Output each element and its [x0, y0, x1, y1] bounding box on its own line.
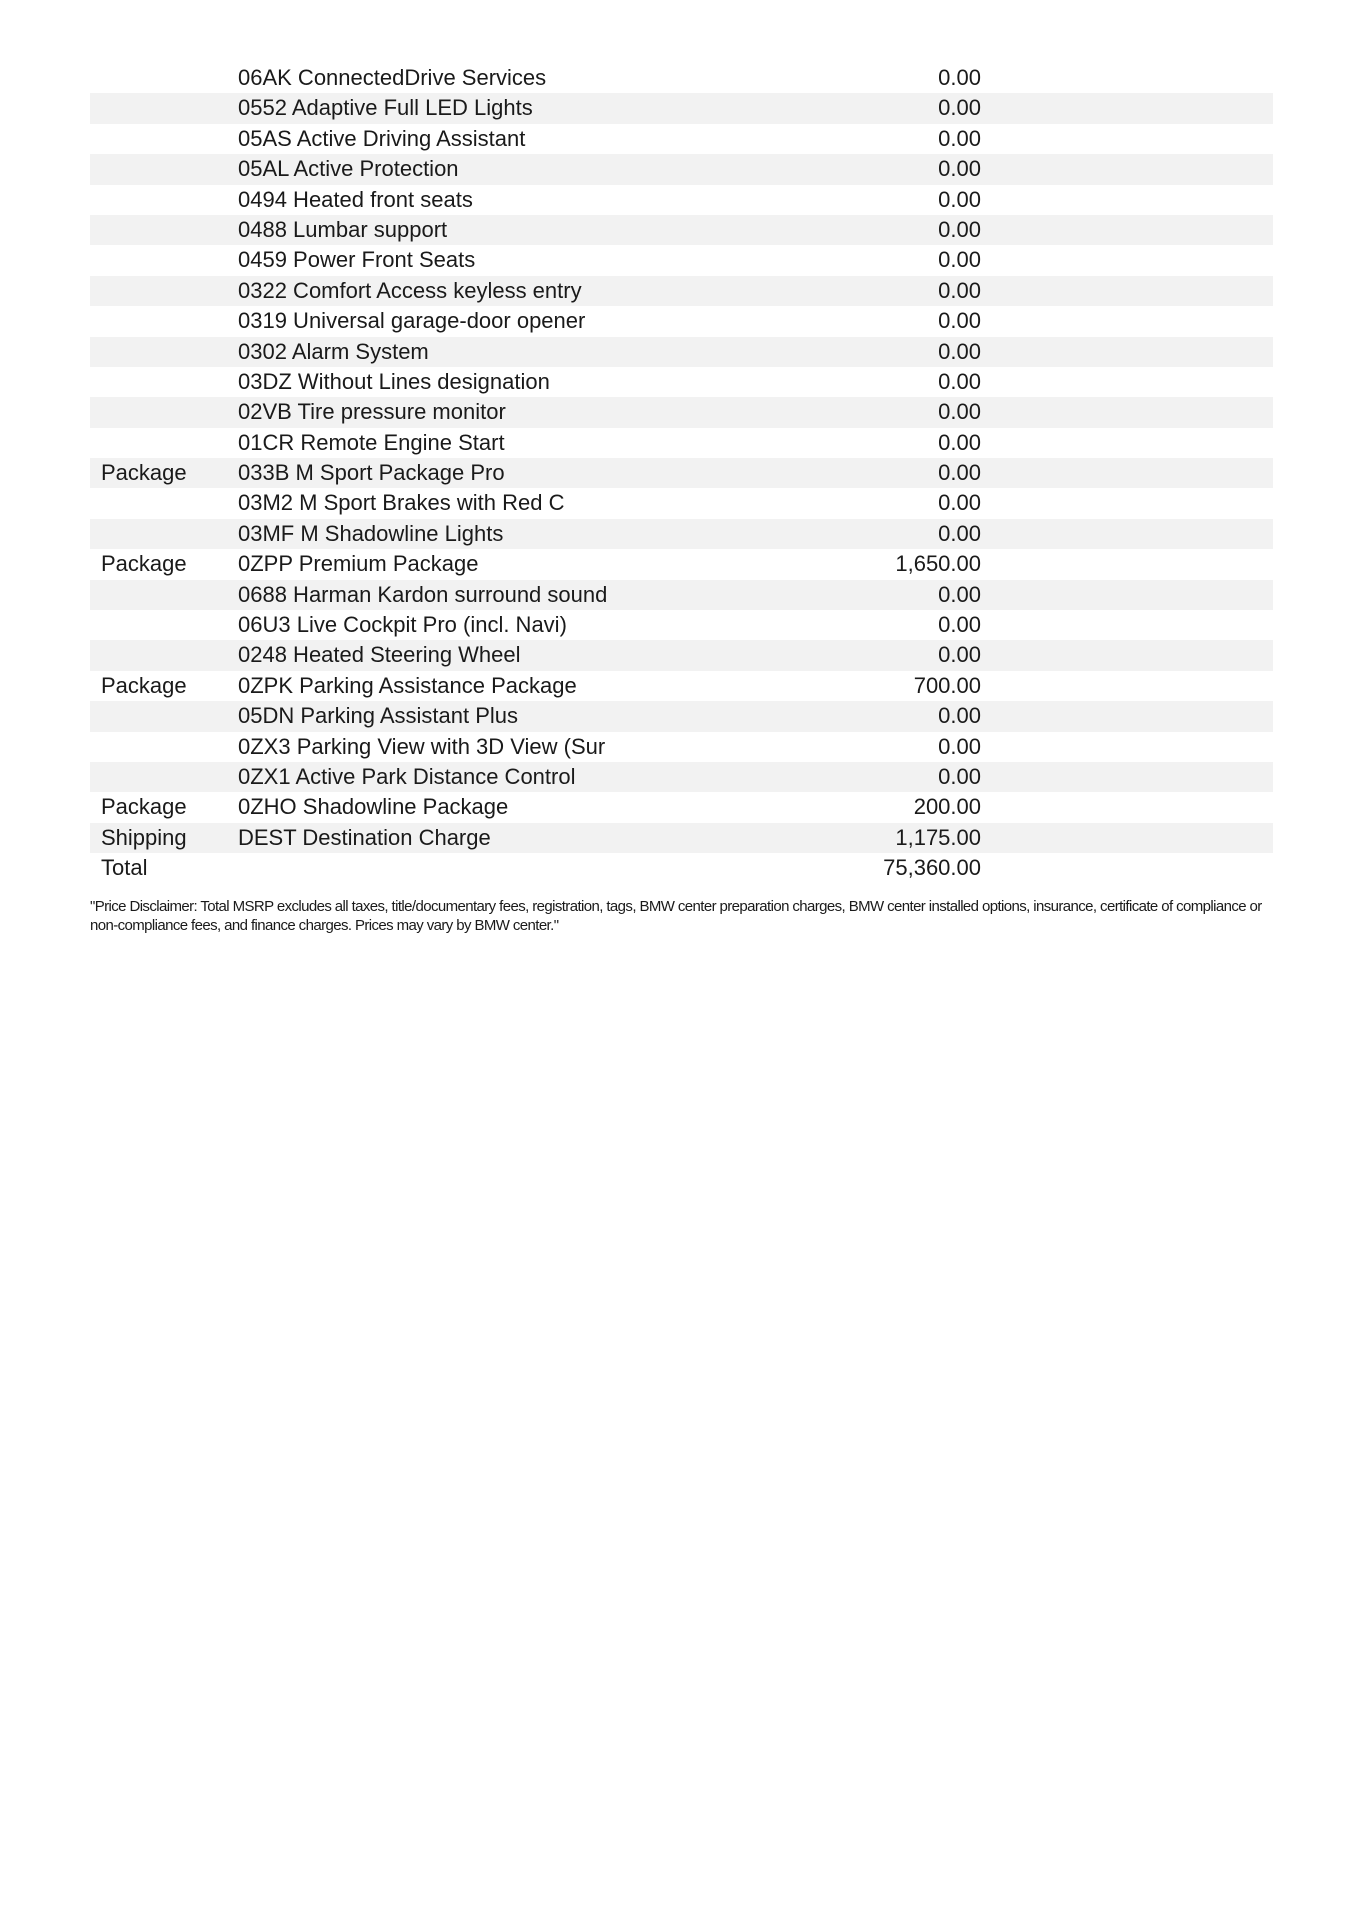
row-description: 0ZPP Premium Package: [238, 551, 479, 577]
price-disclaimer: "Price Disclaimer: Total MSRP excludes all taxes, title/documentary fees, registration, tags, BMW center preparation charges, BMW center installed options, insurance, certificate of compliance or non-compliance fees, and finance charges. Prices may vary by BMW center.": [90, 898, 1262, 934]
row-description: 05AL Active Protection: [238, 156, 459, 182]
table-row: [90, 792, 1273, 822]
row-price: 0.00: [938, 733, 981, 759]
row-price: 200.00: [913, 794, 981, 820]
table-row: [90, 337, 1273, 367]
row-category: Package: [101, 460, 187, 486]
table-row: [90, 519, 1273, 549]
row-description: 0ZPK Parking Assistance Package: [238, 672, 577, 698]
row-price: 1,175.00: [895, 824, 981, 850]
row-price: 0.00: [938, 186, 981, 212]
table-row: [90, 215, 1273, 245]
table-row: [90, 124, 1273, 154]
row-price: 0.00: [938, 642, 981, 668]
row-price: 0.00: [938, 277, 981, 303]
row-price: 0.00: [938, 125, 981, 151]
row-description: 03M2 M Sport Brakes with Red C: [238, 490, 565, 516]
row-description: DEST Destination Charge: [238, 824, 491, 850]
table-row: [90, 154, 1273, 184]
row-description: 0459 Power Front Seats: [238, 247, 476, 273]
row-price: 0.00: [938, 65, 981, 90]
row-price: 0.00: [938, 368, 981, 394]
row-description: 0319 Universal garage-door opener: [238, 308, 586, 334]
table-row: [90, 306, 1273, 336]
row-description: 01CR Remote Engine Start: [238, 429, 505, 455]
table-row: [90, 397, 1273, 427]
row-description: 05AS Active Driving Assistant: [238, 125, 526, 151]
table-row: [90, 732, 1273, 762]
row-description: 0ZX1 Active Park Distance Control: [238, 763, 576, 789]
row-price: 0.00: [938, 612, 981, 638]
row-description: 0248 Heated Steering Wheel: [238, 642, 521, 668]
row-description: 06U3 Live Cockpit Pro (incl. Navi): [238, 612, 567, 638]
row-price: 0.00: [938, 399, 981, 425]
row-description: 06AK ConnectedDrive Services: [238, 65, 547, 90]
row-price: 700.00: [913, 672, 981, 698]
table-row: [90, 245, 1273, 275]
table-row: [90, 549, 1273, 579]
row-description: 03MF M Shadowline Lights: [238, 520, 504, 546]
row-category: Package: [101, 672, 187, 698]
row-price: 0.00: [938, 338, 981, 364]
row-category: Package: [101, 551, 187, 577]
row-price: 0.00: [938, 490, 981, 516]
table-row: [90, 93, 1273, 123]
row-description: 0488 Lumbar support: [238, 216, 448, 242]
table-row: [90, 762, 1273, 792]
table-row: [90, 701, 1273, 731]
table-row: [90, 367, 1273, 397]
table-row: [90, 823, 1273, 853]
row-price: 0.00: [938, 581, 981, 607]
row-price: 0.00: [938, 460, 981, 486]
row-description: 03DZ Without Lines designation: [238, 368, 550, 394]
table-row: [90, 458, 1273, 488]
table-row: [90, 276, 1273, 306]
table-row: [90, 488, 1273, 518]
row-description: 05DN Parking Assistant Plus: [238, 703, 519, 729]
row-description: 02VB Tire pressure monitor: [238, 399, 506, 425]
row-price: 0.00: [938, 520, 981, 546]
row-price: 0.00: [938, 156, 981, 182]
table-row: [90, 185, 1273, 215]
row-description: 0494 Heated front seats: [238, 186, 473, 212]
total-row: [90, 853, 1273, 883]
row-description: 0552 Adaptive Full LED Lights: [238, 95, 533, 121]
row-price: 0.00: [938, 216, 981, 242]
table-row: [90, 63, 1273, 93]
table-row: [90, 671, 1273, 701]
row-description: 0688 Harman Kardon surround sound: [238, 581, 608, 607]
row-description: 0ZHO Shadowline Package: [238, 794, 509, 820]
row-category: Shipping: [101, 824, 187, 850]
row-description: 033B M Sport Package Pro: [238, 460, 505, 486]
row-price: 0.00: [938, 429, 981, 455]
row-price: 0.00: [938, 763, 981, 789]
row-description: 0322 Comfort Access keyless entry: [238, 277, 582, 303]
total-price: 75,360.00: [883, 855, 981, 881]
row-description: 0ZX3 Parking View with 3D View (Sur: [238, 733, 606, 759]
table-row: [90, 580, 1273, 610]
table-row: [90, 640, 1273, 670]
row-category: Total: [101, 855, 148, 881]
price-table: [90, 63, 1273, 884]
table-row: [90, 610, 1273, 640]
table-row: [90, 428, 1273, 458]
row-price: 0.00: [938, 247, 981, 273]
row-description: 0302 Alarm System: [238, 338, 429, 364]
row-price: 1,650.00: [895, 551, 981, 577]
row-price: 0.00: [938, 308, 981, 334]
row-price: 0.00: [938, 95, 981, 121]
row-price: 0.00: [938, 703, 981, 729]
row-category: Package: [101, 794, 187, 820]
